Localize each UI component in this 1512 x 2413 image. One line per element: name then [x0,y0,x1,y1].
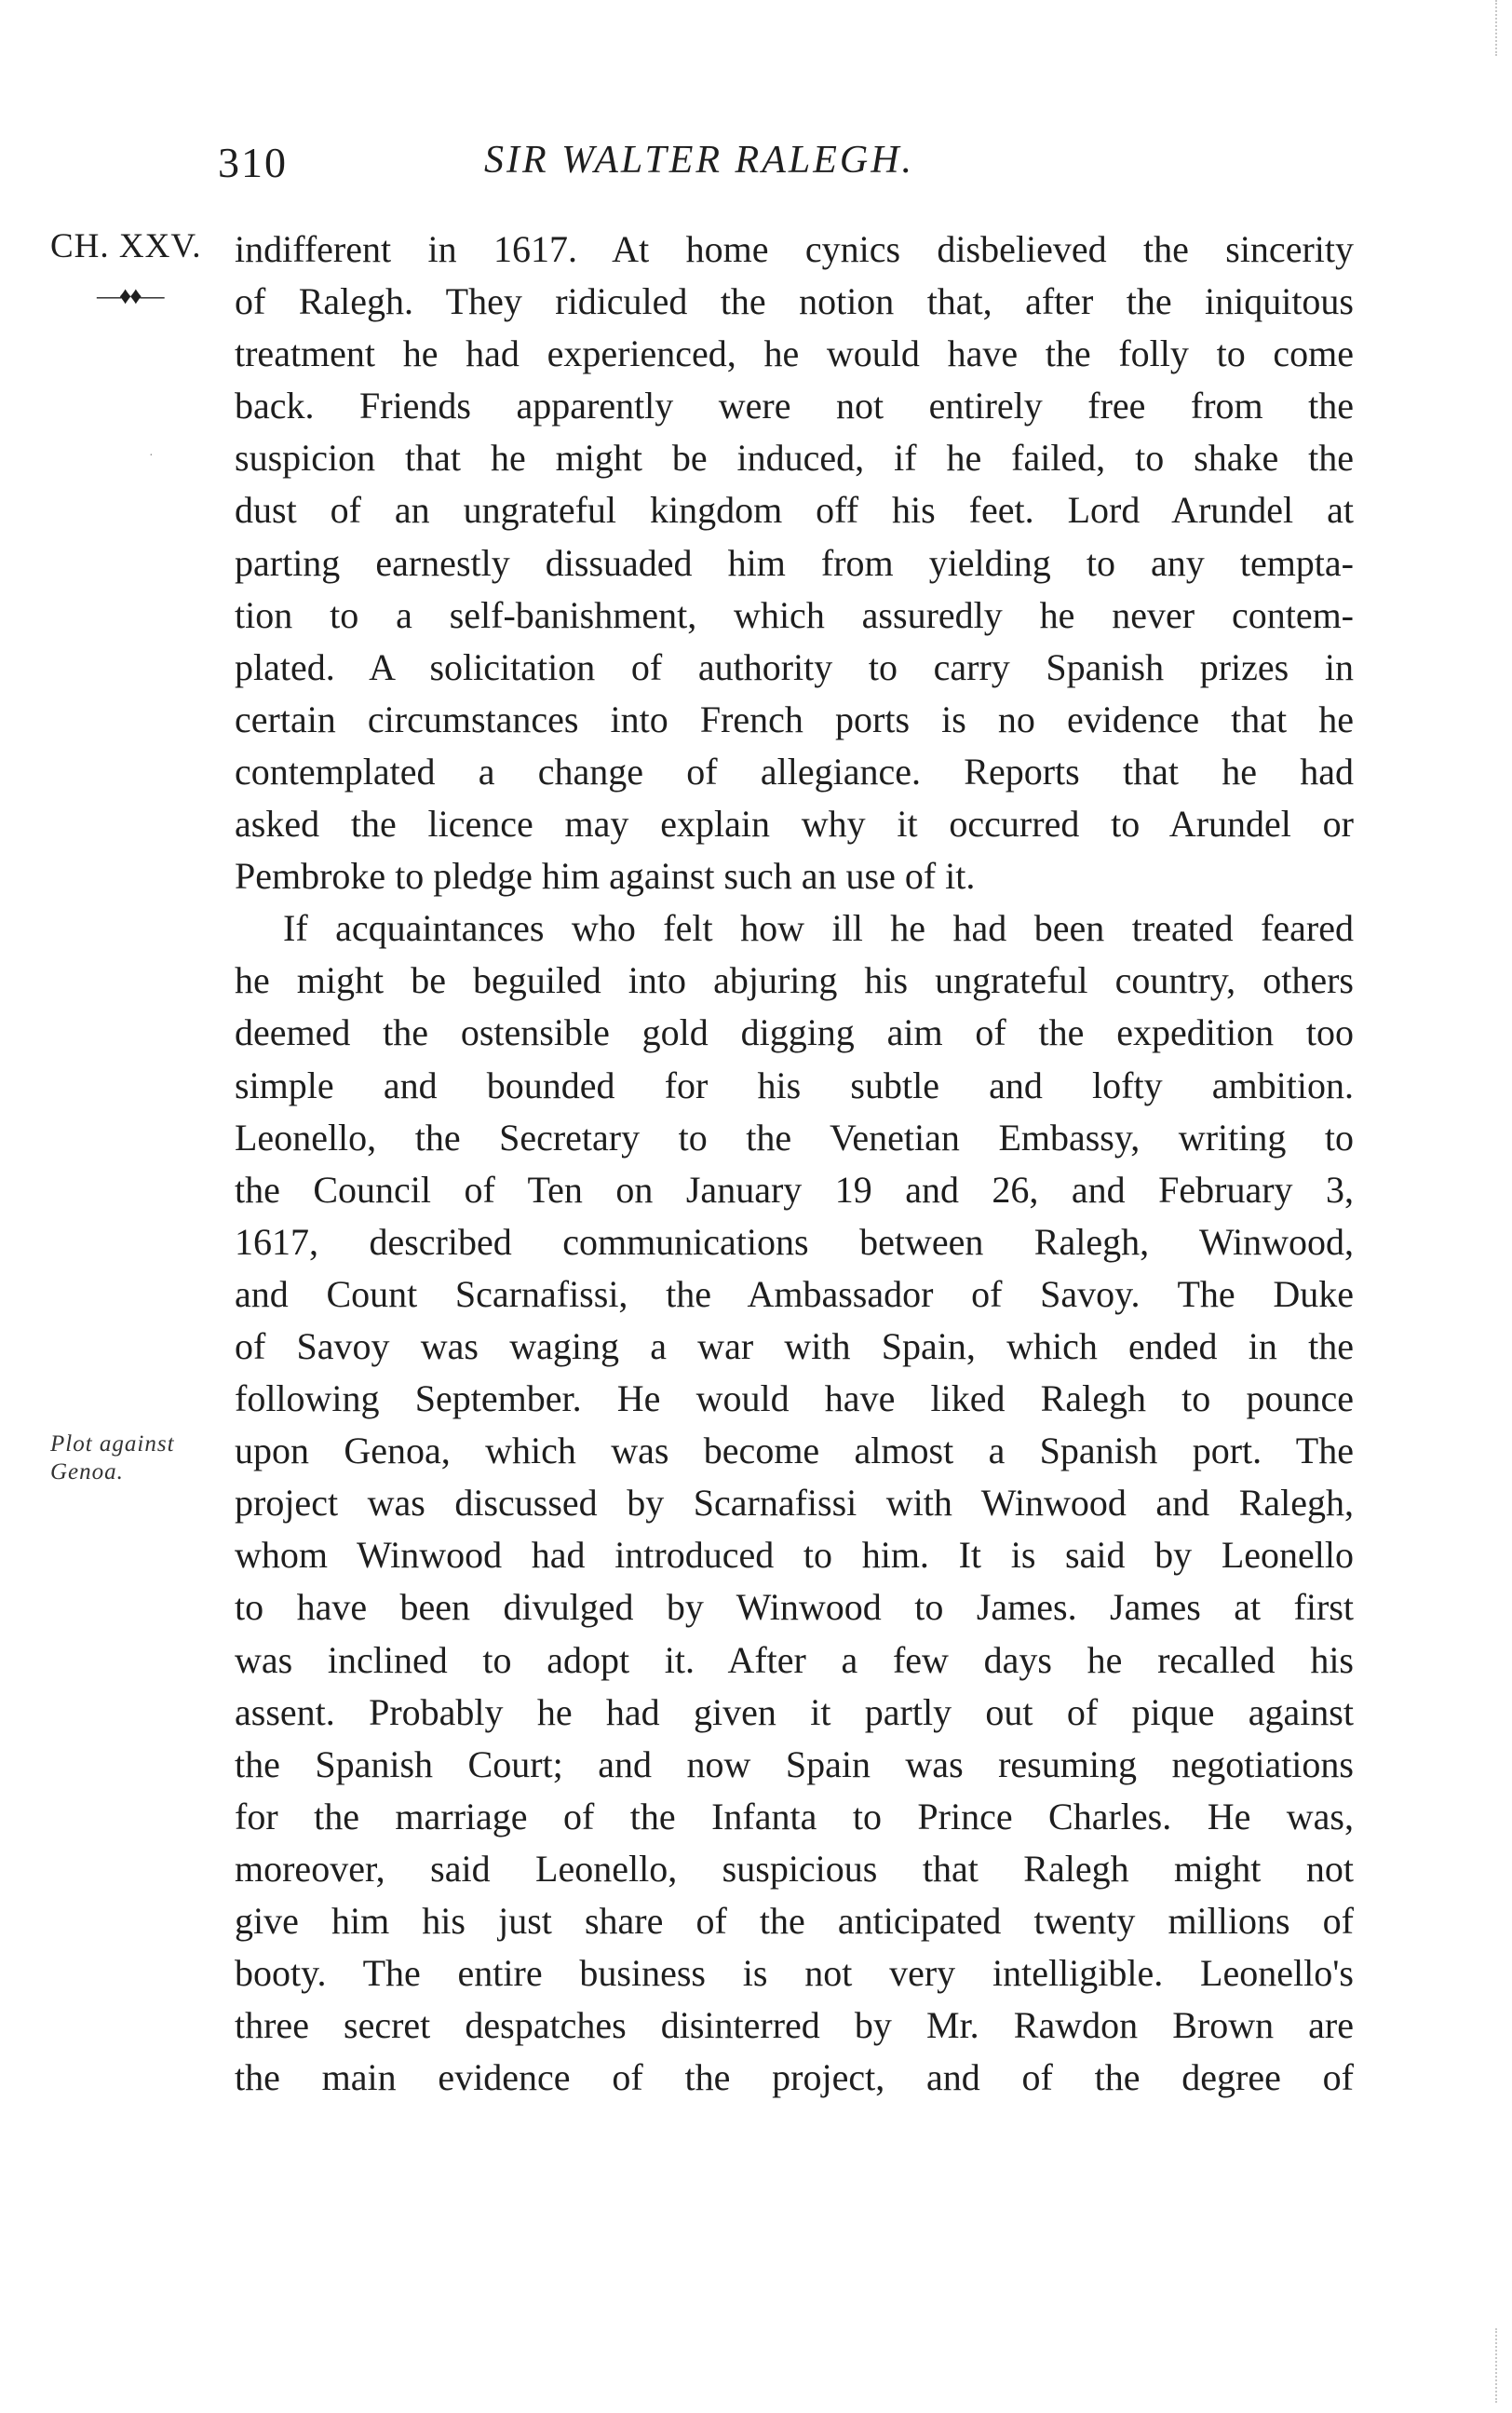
text-line: of Ralegh. They ridiculed the notion that, after the iniquitous [235,280,1354,323]
text-line: moreover, said Leonello, suspicious that Ralegh might not [235,1847,1354,1890]
text-line: he might be beguiled into abjuring his ungrateful country, others [235,959,1354,1002]
text-line: whom Winwood had introduced to him. It is said by Leonello [235,1534,1354,1577]
text-line: asked the licence may explain why it occurred to Arundel or [235,803,1354,846]
text-line: the main evidence of the project, and of the degree of [235,2056,1354,2099]
text-line: was inclined to adopt it. After a few days he recalled his [235,1638,1354,1681]
text-line: 1617, described communications between Ralegh, Winwood, [235,1220,1354,1263]
text-line: upon Genoa, which was become almost a Spanish port. The [235,1430,1354,1472]
text-line: project was discussed by Scarnafissi with Winwood and Ralegh, [235,1482,1354,1525]
page-header [218,138,1376,194]
text-line: following September. He would have liked Ralegh to pounce [235,1377,1354,1420]
page-number: 310 [218,139,288,186]
text-line: of Savoy was waging a war with Spain, which ended in the [235,1324,1354,1367]
text-line: tion to a self-banishment, which assuredly he never contem- [235,593,1354,636]
text-line: Pembroke to pledge him against such an use of it. [235,855,976,898]
text-line: for the marriage of the Infanta to Prince Charles. He was, [235,1795,1354,1837]
running-title: SIR WALTER RALEGH. [484,139,915,182]
text-line: dust of an ungrateful kingdom off his feet. Lord Arundel at [235,489,1354,532]
text-line: the Council of Ten on January 19 and 26, and February 3, [235,1168,1354,1211]
text-line: to have been divulged by Winwood to James. James at first [235,1586,1354,1629]
text-line: three secret despatches disinterred by Mr. Rawdon Brown are [235,2004,1354,2047]
text-line: indifferent in 1617. At home cynics disbelieved the sincerity [235,228,1354,270]
text-line: suspicion that he might be induced, if he failed, to shake the [235,437,1354,480]
text-line: simple and bounded for his subtle and lofty ambition. [235,1064,1354,1106]
text-line: booty. The entire business is not very intelligible. Leonello's [235,1952,1354,1995]
text-line: Leonello, the Secretary to the Venetian Embassy, writing to [235,1116,1354,1159]
text-line: plated. A solicitation of authority to carry Spanish prizes in [235,645,1354,688]
side-note-line: Plot against [50,1431,175,1457]
text-line: back. Friends apparently were not entirely free from the [235,385,1354,427]
text-line: treatment he had experienced, he would have the folly to come [235,332,1354,375]
text-line: parting earnestly dissuaded him from yielding to any tempta- [235,541,1354,584]
text-line: If acquaintances who felt how ill he had been treated feared [283,907,1354,950]
text-line: deemed the ostensible gold digging aim of the expedition too [235,1011,1354,1054]
chapter-marker: CH. XXV. [50,227,202,265]
scan-edge-mark [1495,0,1500,56]
ornament-divider: —♦♦— [97,282,163,309]
stray-mark: · [149,449,154,463]
side-note [50,1430,236,1486]
text-line: give him his just share of the anticipated twenty millions of [235,1900,1354,1942]
text-line: contemplated a change of allegiance. Reports that he had [235,750,1354,793]
body-text [235,224,1354,2104]
scan-edge-mark [1495,2328,1500,2403]
side-note-line: Genoa. [50,1459,124,1484]
text-line: and Count Scarnafissi, the Ambassador of Savoy. The Duke [235,1272,1354,1315]
text-line: the Spanish Court; and now Spain was resuming negotiations [235,1742,1354,1785]
text-line: certain circumstances into French ports is no evidence that he [235,698,1354,740]
text-line: assent. Probably he had given it partly out of pique against [235,1690,1354,1733]
